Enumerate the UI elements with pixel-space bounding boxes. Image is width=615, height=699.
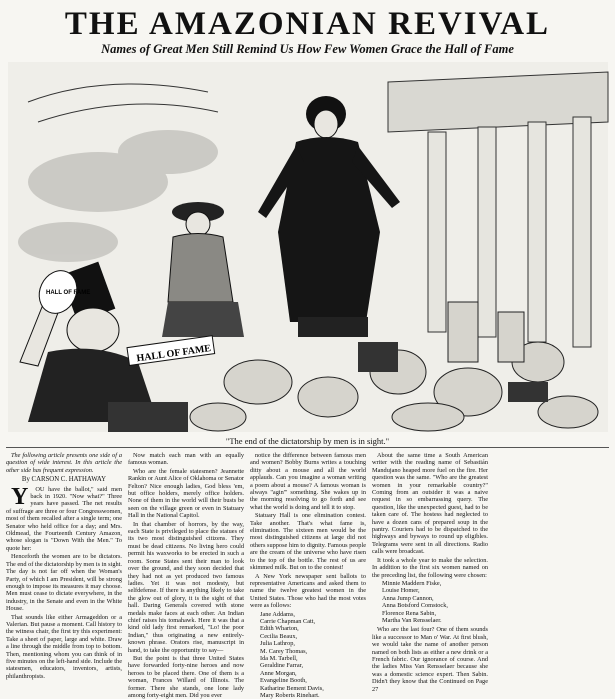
divider xyxy=(6,447,609,448)
drop-cap: Y xyxy=(11,483,29,510)
list-item: Cecilia Beaux, xyxy=(260,632,298,640)
paragraph: Who are the female statesmen? Jeannette Rankin or Aunt Alice of Oklahoma or Senator Felton? Nice enough ladies, God bless 'em, but office holders, merely office holders. None of them in the world will their busts be seen on the village green or even in Statuary Hall in the National Capitol. xyxy=(128,467,244,520)
list-item: Geraldine Farrar, xyxy=(260,662,304,670)
list-item: Anne Morgan, xyxy=(260,669,297,677)
paragraph: A New York newspaper sent ballots to representative Americans and asked them to name the twelve greatest women in the United States. Those who had the most votes were as follows: xyxy=(250,572,366,610)
subtitle: Names of Great Men Still Remind Us How Few Women Grace the Hall of Fame xyxy=(101,42,514,56)
article-body xyxy=(6,452,609,699)
paragraph: Henceforth the women are to be dictators. The end of the dictatorship by men is in sight. The day is not far off when the Woman's Party, of which I am President, will be strong enough to impose its measures it may choose. Men must cease to dictate everywhere, in the industry, in the Senate and even in the White House. xyxy=(6,553,122,613)
illustration-drawing xyxy=(8,62,608,432)
svg-text:HALL OF FAME: HALL OF FAME xyxy=(46,290,91,296)
list-item: Martha Van Rensselaer. xyxy=(382,616,442,624)
paragraph: Who are the last four? One of them sounds like a successor to Man o' War. At first blush, we would take the name of another person named on both lists as either a new drink or a French fabric. Our ignorance of course. And the ladies Miss Van Rensselaer because she was a domestic science expert. Then Sabin. Didn't they know that the Continued on Page 27 xyxy=(372,626,488,693)
paragraph: notice the difference between famous men and women? Bobby Burns writes a touching ditty about a mouse and all the world applauds. Can you imagine a woman writing a poem about a mouse? A famous woman is always "agin'" something. She wakes up in the morning resolving to go forth and see what the world is doing and tell it to stop. xyxy=(250,452,366,511)
list-item: Anna Botsford Comstock, xyxy=(382,602,448,610)
list-item: Carrie Chapman Catt, xyxy=(260,617,316,625)
column-1 xyxy=(6,452,122,685)
list-item: Minnie Maddern Fiske, xyxy=(382,579,442,587)
headline: THE AMAZONIAN REVIVAL xyxy=(64,6,551,42)
illustration xyxy=(8,62,608,432)
paragraph: It took a whole year to make the selection. In addition to the first six women named on the preceding list, the following were chosen: xyxy=(372,556,488,579)
list-item: Katharine Bement Davis, xyxy=(260,684,324,692)
paragraph: But the point is that three United States have forwarded forty-nine heroes and now heroes to be placed there. One of them is a woman, Frances Willard of Illinois. The former. There she stands, one lone lady among forty-eight men. Did you ever xyxy=(128,654,244,699)
list-item: Anna Jump Cannon, xyxy=(382,594,434,602)
women-list-1 xyxy=(250,611,366,699)
women-list-2 xyxy=(372,580,488,624)
list-item: Evangeline Booth, xyxy=(260,677,307,685)
paragraph: Now match each man with an equally famous woman. xyxy=(128,452,244,467)
column-3 xyxy=(250,452,366,699)
list-item: Mary Roberts Rinehart. xyxy=(260,692,320,699)
paragraph: That sounds like either Armageddon or a Valerian. But pause a moment. Call history to the witness chair, the first try this experiment: Take a sheet of paper, large and white. Draw a line through the middle from top to bottom. Then, mentioning whom you can think of in five minutes on the left-hand side. Include the statesmen, educators, inventors, artists, philanthropists. xyxy=(6,613,122,680)
list-item: Edith Wharton, xyxy=(260,625,299,633)
list-item: Ida M. Tarbell, xyxy=(260,654,298,662)
list-item: Jane Addams, xyxy=(260,610,295,618)
column-4 xyxy=(372,452,488,693)
list-item: Louise Homer, xyxy=(382,587,420,595)
paragraph: Statuary Hall is one elimination contest. Take another. That's what fame is, elimination. The sixteen men would be the most distinguished citizens at large did not others suppose him to dignity. Famous people are the cream of the universe who have risen to the top of the bottle. The rest of us are skimmed milk. But on to the contest! xyxy=(250,512,366,572)
paragraph: About the same time a South American writer with the reading name of Sebastián Mandujano heaped more fuel on the fire. Her question was the same. "Who are the greatest women in your remarkable country?" Coming from an outsider it was a naive request in so embarrassing query. The question, like the unexpected guest, had to be taken care of. The hostess had neglected to have a dozen cans of prepared soup in the pantry. Couriers had to be dispatched to the highways and byways to round up eligibles. Telegrams were sent in all directions. Radio calls were broadcast. xyxy=(372,452,488,556)
list-item: Florence Rena Sabin, xyxy=(382,609,437,617)
list-item: M. Carey Thomas, xyxy=(260,647,308,655)
column-2 xyxy=(128,452,244,699)
paragraph: OU have the ballot," said men back in 1920. "Now what?" Three years have passed. The net results of suffrage are three or four Congresswomen, most of them recalled after a single term; one Senator who held office for a day; and Mrs. Oldmead, the Fourteenth Century Amazon, whose slogan is "Down With the Men." To quote her: xyxy=(6,485,122,552)
list-item: Julia Lathrop, xyxy=(260,640,295,648)
paragraph: In that chamber of horrors, by the way, each State is privileged to place the statues of its two most distinguished citizens. They must be dead citizens. No living hero could permit his waxworks to be erected in such a room. Some States sent their man to look over the ground, and they soon decided that they had not as yet produced two famous ladies. Yet it was not modesty, but selfdefense. If there is anything likely to take the glow out of glory, it is the sight of that hall. Daring Generals covered with stone medals make faces at each other. An Indian chief raises his tomahawk. Here it was that a kind old lady first remarked, "Lo! the poor Indian," thus originating a new entirely-known phrase. Orators rise, manuscript in hand, to take the opportunity to say— xyxy=(128,520,244,654)
byline: By CARSON C. HATHAWAY xyxy=(21,476,107,484)
illustration-caption: "The end of the dictatorship by men is in sight." xyxy=(225,436,390,446)
svg-text:HALL OF FAME: HALL OF FAME xyxy=(135,343,212,365)
editor-note: The following article presents one side of a question of wide interest. In this article the other side has frequent expression. xyxy=(6,452,122,474)
